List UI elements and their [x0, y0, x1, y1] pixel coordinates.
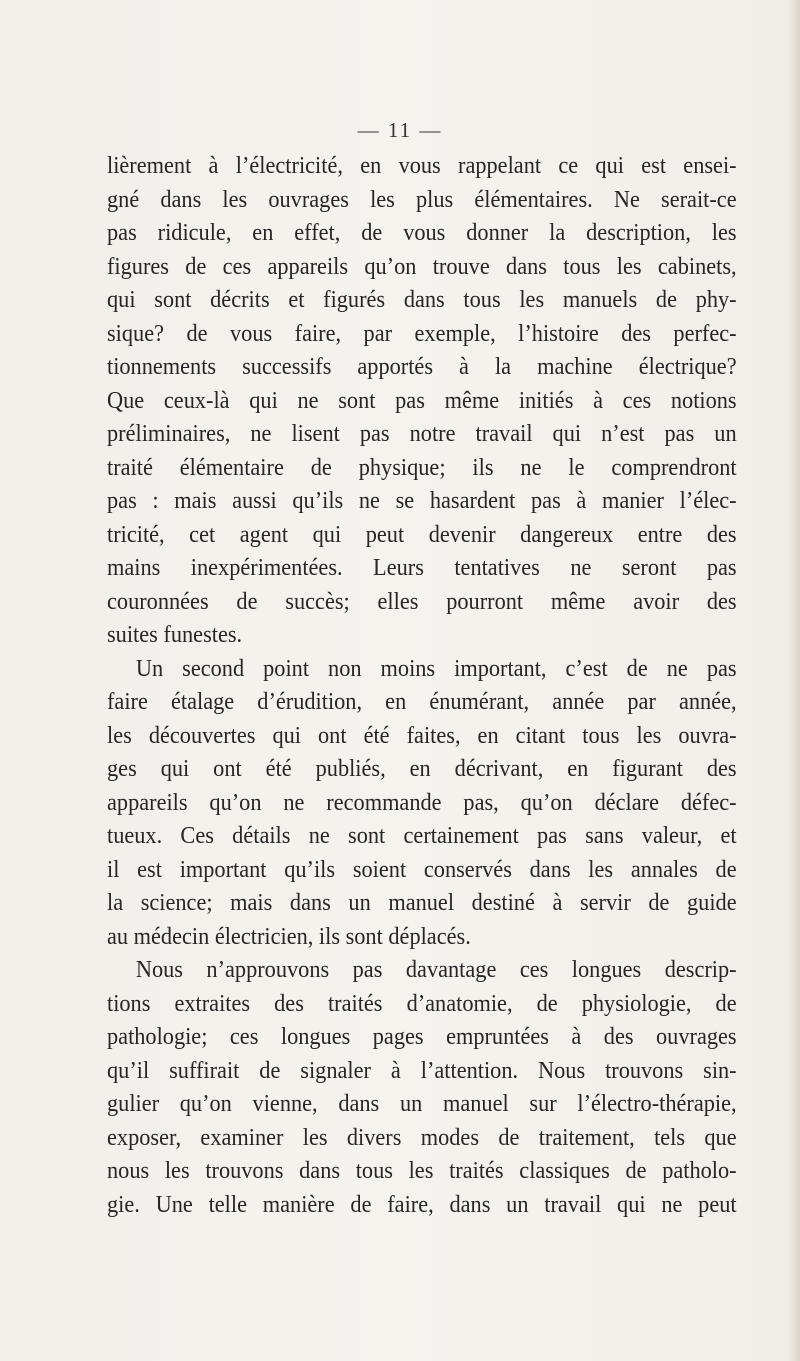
text-line: pas ridicule, en effet, de vous donner la description, les [107, 220, 737, 246]
text-line: tricité, cet agent qui peut devenir dangereux entre des [107, 521, 737, 548]
text-line: traité élémentaire de physique; ils ne le comprendront [107, 454, 737, 481]
body-text [107, 150, 737, 1222]
page-number: — 11 — [357, 118, 443, 142]
text-line: mains inexpérimentées. Leurs tentatives ne seront pas [107, 555, 737, 581]
text-line: Nous n’approuvons pas davantage ces longues descrip- [135, 957, 737, 983]
text-line: qui sont décrits et figurés dans tous les manuels de phy- [107, 287, 737, 313]
text-line: suites funestes. [107, 622, 243, 648]
text-line: au médecin électricien, ils sont déplacés. [107, 923, 471, 950]
text-line: ges qui ont été publiés, en décrivant, en figurant des [107, 756, 737, 782]
text-line: nous les trouvons dans tous les traités classiques de patholo- [107, 1158, 737, 1184]
text-line: Que ceux-là qui ne sont pas même initiés à ces notions [107, 387, 737, 414]
text-line: tionnements successifs apportés à la machine électrique? [107, 354, 737, 380]
text-line: faire étalage d’érudition, en énumérant, année par année, [107, 689, 737, 715]
text-line: Un second point non moins important, c’est de ne pas [135, 655, 737, 682]
text-line: pas : mais aussi qu’ils ne se hasardent pas à manier l’élec- [107, 488, 737, 514]
text-line: sique? de vous faire, par exemple, l’histoire des perfec- [107, 320, 737, 347]
text-line: la science; mais dans un manuel destiné à servir de guide [107, 890, 737, 916]
text-line: pathologie; ces longues pages empruntées à des ouvrages [107, 1024, 737, 1050]
text-line: gné dans les ouvrages les plus élémentaires. Ne serait-ce [107, 186, 737, 213]
text-line: les découvertes qui ont été faites, en citant tous les ouvra- [107, 722, 737, 749]
text-line: qu’il suffirait de signaler à l’attention. Nous trouvons sin- [107, 1057, 737, 1084]
text-line: tions extraites des traités d’anatomie, de physiologie, de [107, 990, 737, 1017]
text-line: il est important qu’ils soient conservés dans les annales de [107, 856, 737, 883]
text-line: lièrement à l’électricité, en vous rappelant ce qui est ensei- [107, 153, 737, 179]
text-line: gie. Une telle manière de faire, dans un travail qui ne peut [107, 1191, 737, 1218]
text-line: préliminaires, ne lisent pas notre travail qui n’est pas un [107, 421, 737, 447]
text-line: exposer, examiner les divers modes de traitement, tels que [107, 1124, 737, 1151]
page-edge-shadow [786, 0, 800, 1361]
text-line: couronnées de succès; elles pourront même avoir des [107, 588, 737, 615]
text-line: tueux. Ces détails ne sont certainement pas sans valeur, et [107, 823, 737, 849]
text-line: appareils qu’on ne recommande pas, qu’on déclare défec- [107, 789, 737, 816]
text-line: figures de ces appareils qu’on trouve dans tous les cabinets, [107, 253, 737, 280]
text-line: gulier qu’on vienne, dans un manuel sur l’électro-thérapie, [107, 1091, 737, 1117]
